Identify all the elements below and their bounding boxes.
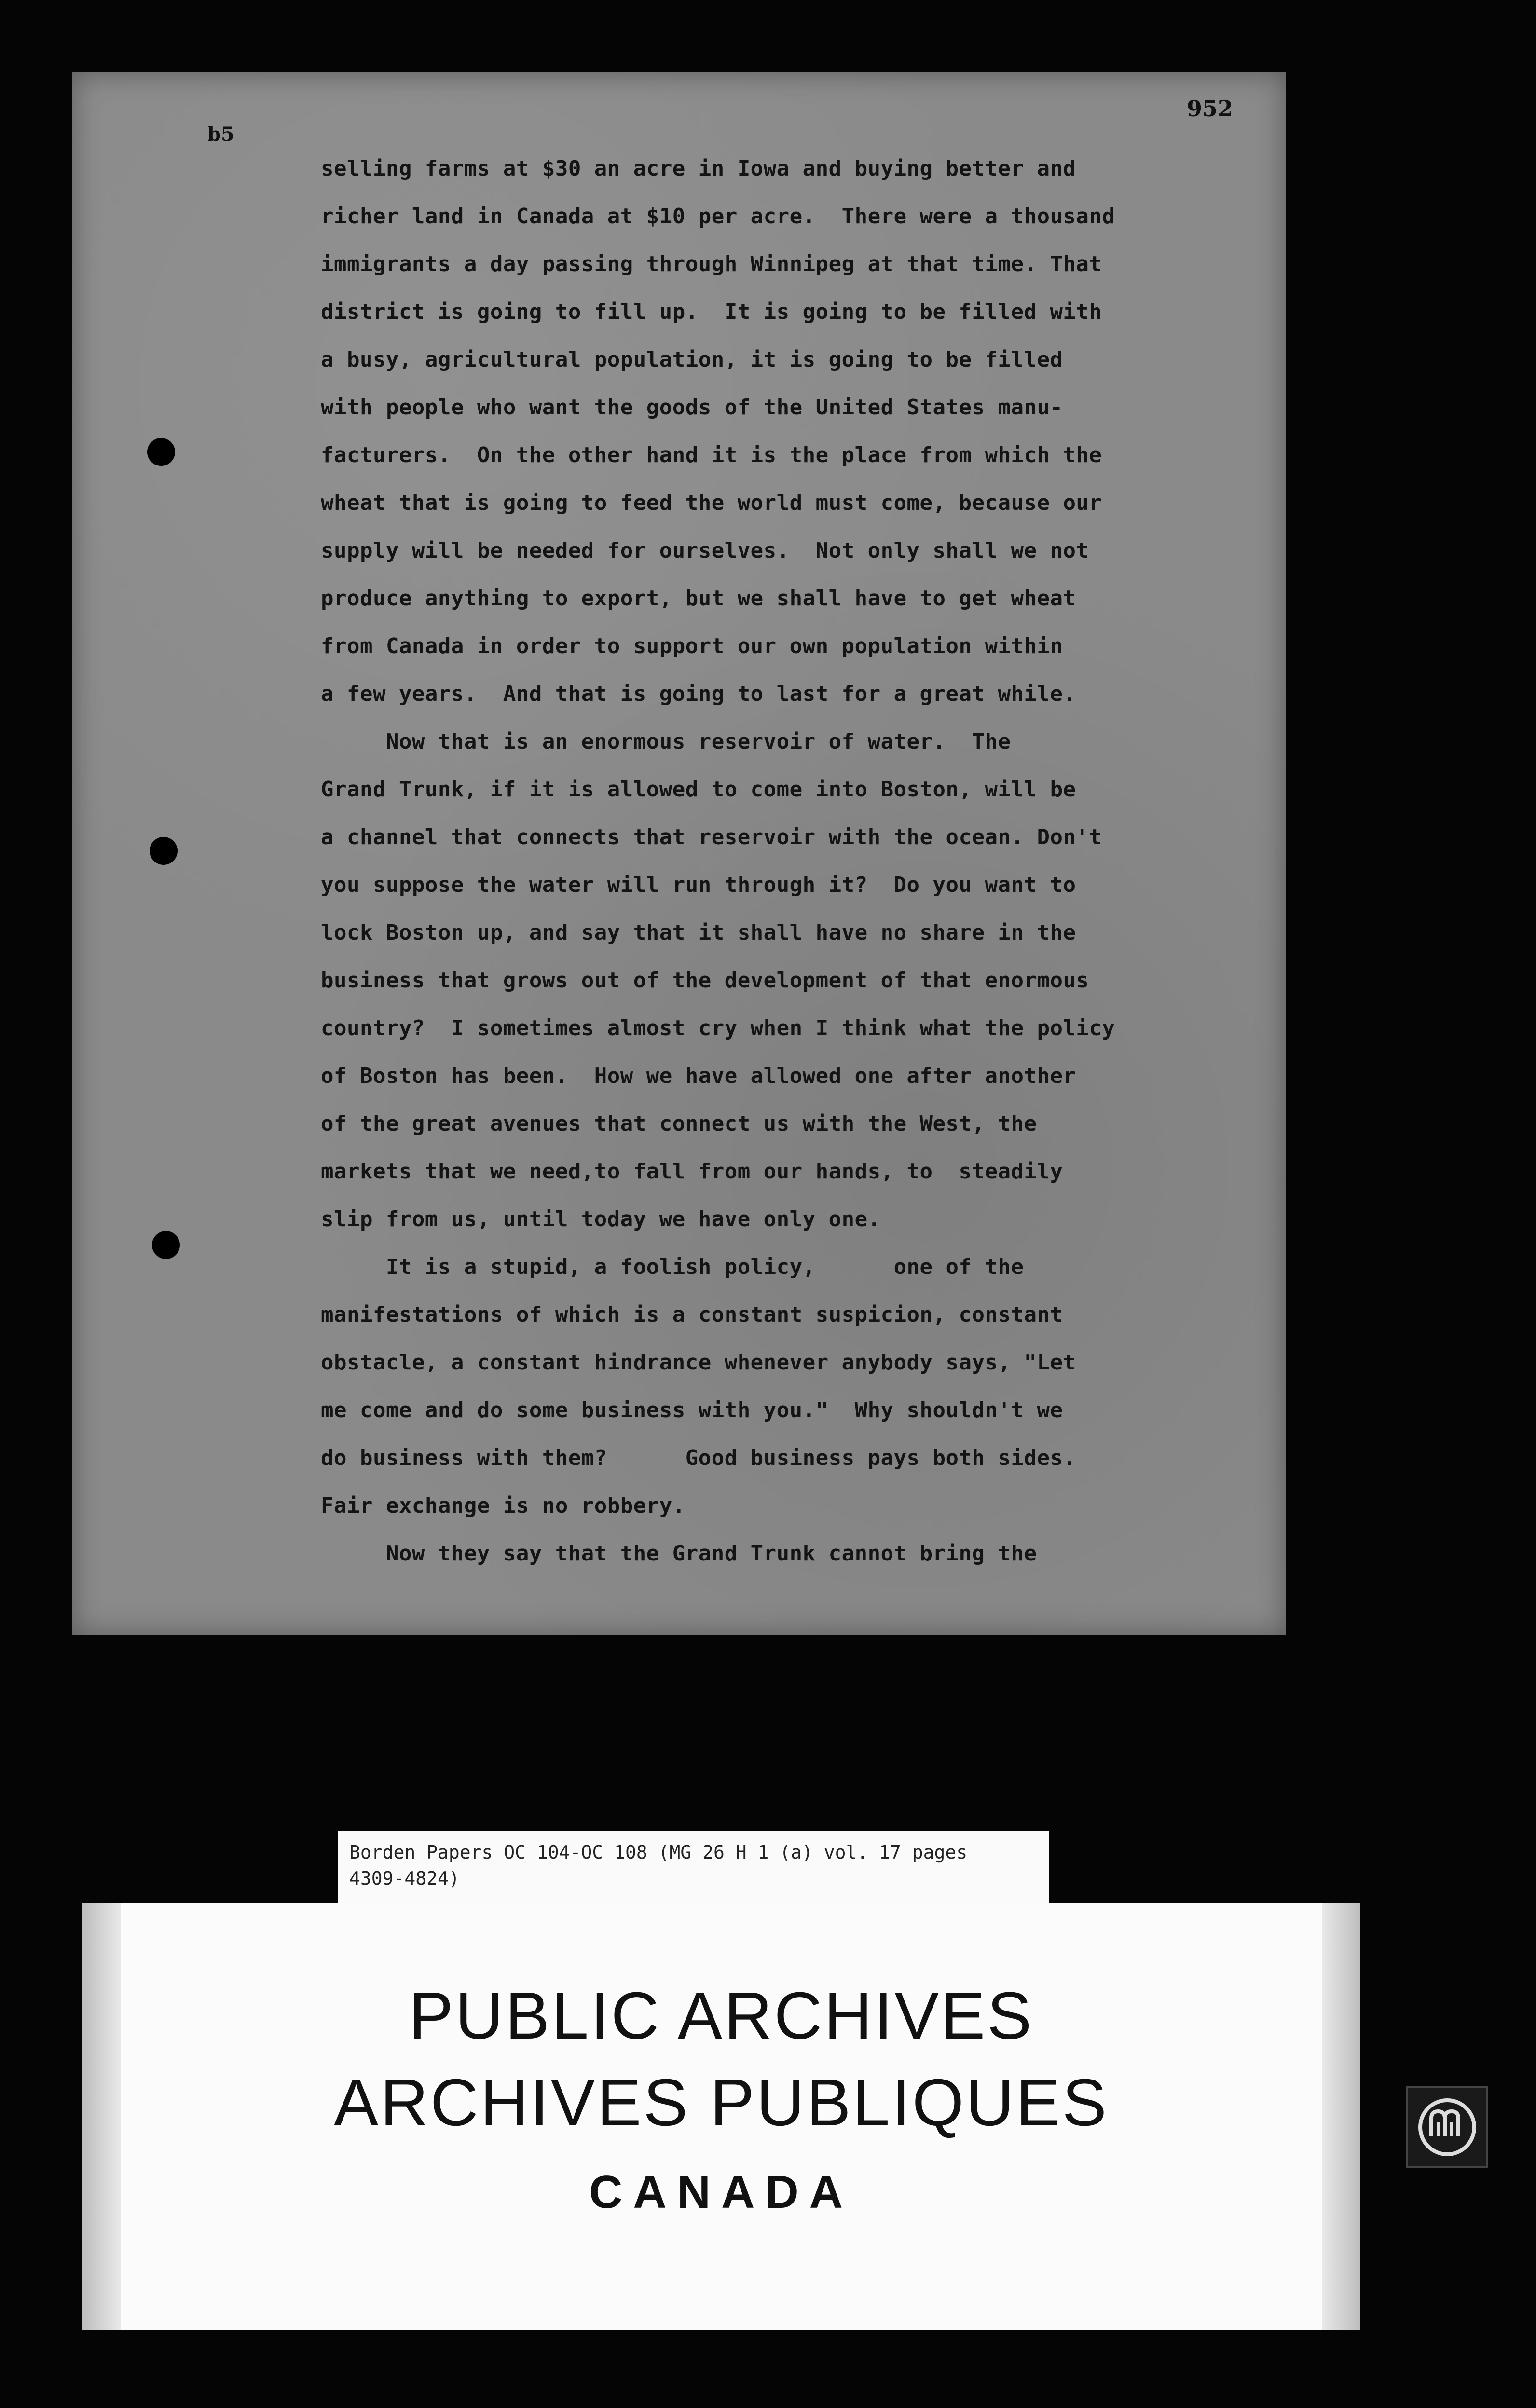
text-line: selling farms at $30 an acre in Iowa and buying better and (321, 156, 1076, 181)
text-line: It is a stupid, a foolish policy, one of the (321, 1255, 1024, 1279)
text-line: manifestations of which is a constant suspicion, constant (321, 1302, 1063, 1327)
page-number: 952 (1187, 96, 1234, 122)
card-edge (1322, 1903, 1360, 2330)
caption-line: Borden Papers OC 104-OC 108 (MG 26 H 1 (a) vol. 17 pages (349, 1842, 968, 1863)
typed-text-body (321, 145, 1276, 1577)
text-line: supply will be needed for ourselves. Not only shall we not (321, 538, 1089, 563)
text-line: business that grows out of the development of that enormous (321, 968, 1089, 993)
page-code: b5 (207, 123, 234, 146)
text-line: immigrants a day passing through Winnipeg at that time. That (321, 252, 1102, 276)
text-line: of the great avenues that connect us with the West, the (321, 1111, 1037, 1136)
punch-hole (150, 837, 178, 865)
archive-card (82, 1903, 1360, 2330)
text-line: produce anything to export, but we shall have to get wheat (321, 586, 1076, 611)
card-edge (82, 1903, 121, 2330)
text-line: Now they say that the Grand Trunk cannot bring the (321, 1541, 1037, 1566)
archives-monogram-logo-icon (1406, 2086, 1488, 2168)
text-line: a few years. And that is going to last for a great while. (321, 682, 1076, 706)
text-line: markets that we need,to fall from our hands, to steadily (321, 1159, 1063, 1184)
text-line: obstacle, a constant hindrance whenever anybody says, "Let (321, 1350, 1076, 1375)
text-line: richer land in Canada at $10 per acre. There were a thousand (321, 204, 1115, 229)
text-line: Fair exchange is no robbery. (321, 1493, 686, 1518)
text-line: slip from us, until today we have only one. (321, 1207, 881, 1231)
text-line: lock Boston up, and say that it shall have no share in the (321, 920, 1076, 945)
text-line: Grand Trunk, if it is allowed to come into Boston, will be (321, 777, 1076, 802)
archive-country: CANADA (589, 2166, 853, 2218)
punch-hole (152, 1231, 180, 1259)
text-line: you suppose the water will run through it? Do you want to (321, 873, 1076, 897)
text-line: Now that is an enormous reservoir of water. The (321, 729, 1011, 754)
text-line: a channel that connects that reservoir with the ocean. Don't (321, 825, 1102, 849)
text-line: country? I sometimes almost cry when I think what the policy (321, 1016, 1115, 1040)
text-line: me come and do some business with you." Why shouldn't we (321, 1398, 1063, 1423)
text-line: from Canada in order to support our own population within (321, 634, 1063, 658)
punch-hole (147, 438, 175, 466)
text-line: facturers. On the other hand it is the place from which the (321, 443, 1102, 467)
caption-line: 4309-4824) (349, 1868, 460, 1889)
text-line: of Boston has been. How we have allowed one after another (321, 1064, 1076, 1088)
text-line: wheat that is going to feed the world must come, because our (321, 491, 1102, 515)
archive-title-english: PUBLIC ARCHIVES (409, 1979, 1034, 2053)
text-line: with people who want the goods of the United States manu- (321, 395, 1063, 420)
document-page (72, 72, 1286, 1635)
text-line: do business with them? Good business pays both sides. (321, 1446, 1076, 1470)
archive-caption (338, 1831, 1049, 1908)
text-line: a busy, agricultural population, it is going to be filled (321, 347, 1063, 372)
text-line: district is going to fill up. It is going to be filled with (321, 300, 1102, 324)
archive-title-french: ARCHIVES PUBLIQUES (334, 2066, 1109, 2140)
